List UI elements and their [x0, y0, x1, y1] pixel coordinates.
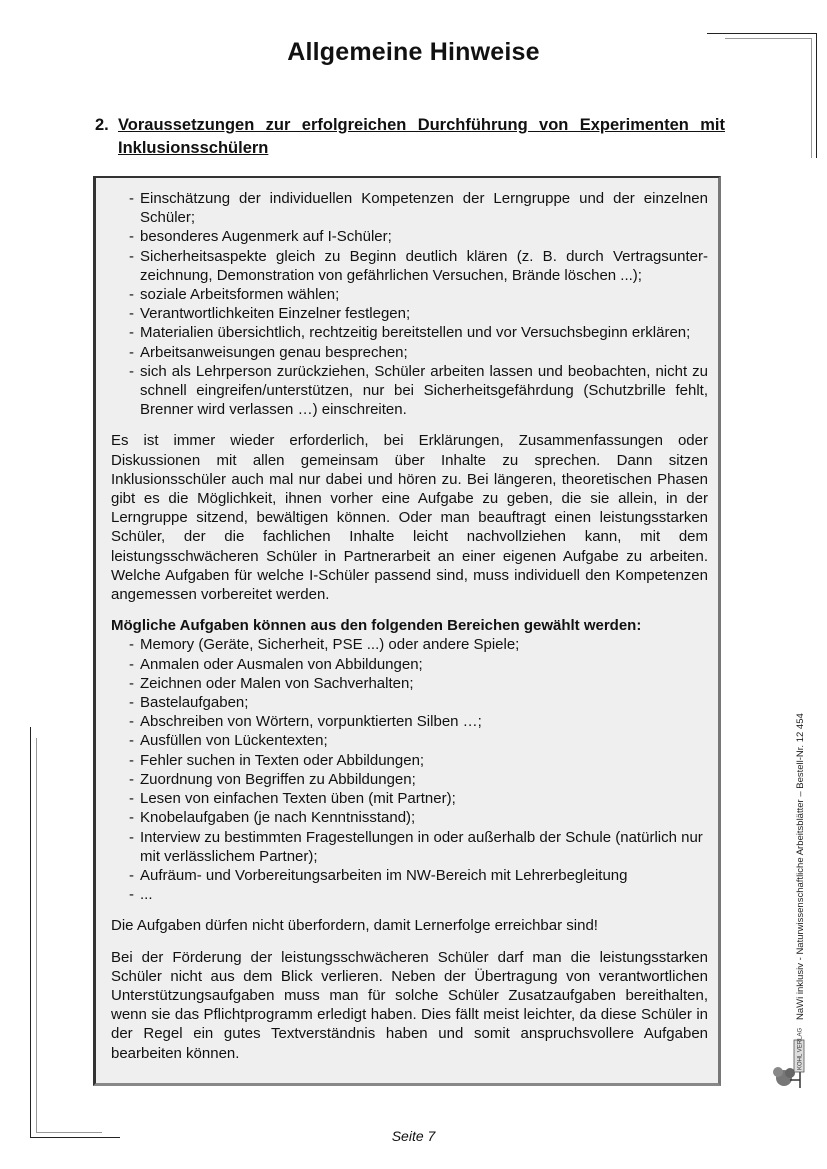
requirement-item: - sich als Lehrperson zurückziehen, Schüler arbeiten lassen und beobachten, nicht zu schnell eingreifen/unterstützen, nur bei Sicherheitsgefährdung (Schutzbrille fehlt, Brenner wird verlassen …) einschreiten. — [129, 362, 708, 420]
task-item: - ... — [129, 885, 708, 904]
task-item: - Memory (Geräte, Sicherheit, PSE ...) oder andere Spiele; — [129, 635, 708, 654]
paragraph-discussion: Es ist immer wieder erforderlich, bei Erklärungen, Zusammenfassungen oder Diskussionen mit allen gemeinsam über Inhalte zu sprechen. Dann sitzen Inklusionsschüler auch mal nur dabei und hören zu. Bei längeren, theoretischen Phasen gibt es die Möglichkeit, ihnen vorher eine Aufgabe zu geben, die sie allein, in der Lerngruppe sitzend, bewältigen können. Oder man beauftragt einen leistungsstarken Schüler, der die fachlichen Inhalte leicht nachvollziehen kann, mit dem leistungsschwächeren Schüler in Partnerarbeit an einer eigenen Aufgabe zu arbeiten. Welche Aufgaben für welche I-Schüler passend sind, muss individuell den Kompetenzen angemessen vorbereitet werden. — [111, 432, 708, 604]
requirement-item: - Sicherheitsaspekte gleich zu Beginn deutlich klären (z. B. durch Vertragsunter-zeichnung, Demonstration von gefährlichen Versuchen, Brände löschen ...); — [129, 247, 708, 285]
requirement-item: - Einschätzung der individuellen Kompetenzen der Lerngruppe und der einzelnen Schüler; — [129, 189, 708, 227]
publisher-logo-icon — [770, 1010, 810, 1090]
notice-text: Die Aufgaben dürfen nicht überfordern, damit Lernerfolge erreichbar sind! — [111, 917, 598, 935]
task-item: - Zeichnen oder Malen von Sachverhalten; — [129, 674, 708, 693]
task-item: - Anmalen oder Ausmalen von Abbildungen; — [129, 655, 708, 674]
requirement-item: - Verantwortlichkeiten Einzelner festlegen; — [129, 304, 708, 323]
section-number: 2. — [95, 116, 109, 134]
task-item: - Fehler suchen in Texten oder Abbildungen; — [129, 751, 708, 770]
task-item: - Knobelaufgaben (je nach Kenntnisstand); — [129, 808, 708, 827]
paragraph-support: Bei der Förderung der leistungsschwächeren Schüler darf man die leistungsstarken Schüler nicht aus dem Blick verlieren. Neben der Übertragung von verantwortlichen Unterstützungsaufgaben muss man für solche Schüler Zusatzaufgaben bereithalten, wenn sie das Pflichtprogramm erledigt haben. Dies fällt meist leichter, da diese Schüler in der Regel ein gutes Textverständnis haben und somit anspruchsvollere Aufgaben bearbeiten können. — [111, 948, 708, 1062]
requirements-list — [111, 189, 708, 419]
task-item: - Interview zu bestimmten Fragestellungen in oder außerhalb der Schule (natürlich nur mit verlässlichem Partner); — [129, 828, 708, 866]
page-title: Allgemeine Hinweise — [287, 38, 540, 66]
requirement-item: - soziale Arbeitsformen wählen; — [129, 285, 708, 304]
task-item: - Lesen von einfachen Texten üben (mit Partner); — [129, 789, 708, 808]
task-item: - Aufräum- und Vorbereitungsarbeiten im NW-Bereich mit Lehrerbegleitung — [129, 866, 708, 885]
frame-corner-line — [707, 33, 817, 34]
tasks-list — [111, 635, 708, 904]
imprint-text: NaWi inklusiv - Naturwissenschaftliche Arbeitsblätter – Bestell-Nr. 12 454 — [795, 713, 806, 1020]
page-number: Seite 7 — [391, 1128, 436, 1144]
tasks-heading: Mögliche Aufgaben können aus den folgenden Bereichen gewählt werden: — [111, 617, 642, 635]
publisher-name: KOHL VERLAG — [797, 1027, 804, 1070]
task-item: - Abschreiben von Wörtern, vorpunktierten Silben …; — [129, 712, 708, 731]
requirement-item: - Arbeitsanweisungen genau besprechen; — [129, 343, 708, 362]
frame-corner-line — [30, 727, 31, 1137]
task-item: - Ausfüllen von Lückentexten; — [129, 731, 708, 750]
section-heading — [95, 114, 725, 160]
content-body — [111, 189, 708, 1063]
frame-corner-line — [36, 738, 37, 1132]
requirement-item: - Materialien übersichtlich, rechtzeitig bereitstellen und vor Versuchsbeginn erklären; — [129, 323, 708, 342]
task-item: - Bastelaufgaben; — [129, 693, 708, 712]
task-item: - Zuordnung von Begriffen zu Abbildungen; — [129, 770, 708, 789]
requirement-item: - besonderes Augenmerk auf I-Schüler; — [129, 227, 708, 246]
section-title: Voraussetzungen zur erfolgreichen Durchführung von Experimenten mit Inklusionsschülern — [118, 116, 725, 157]
